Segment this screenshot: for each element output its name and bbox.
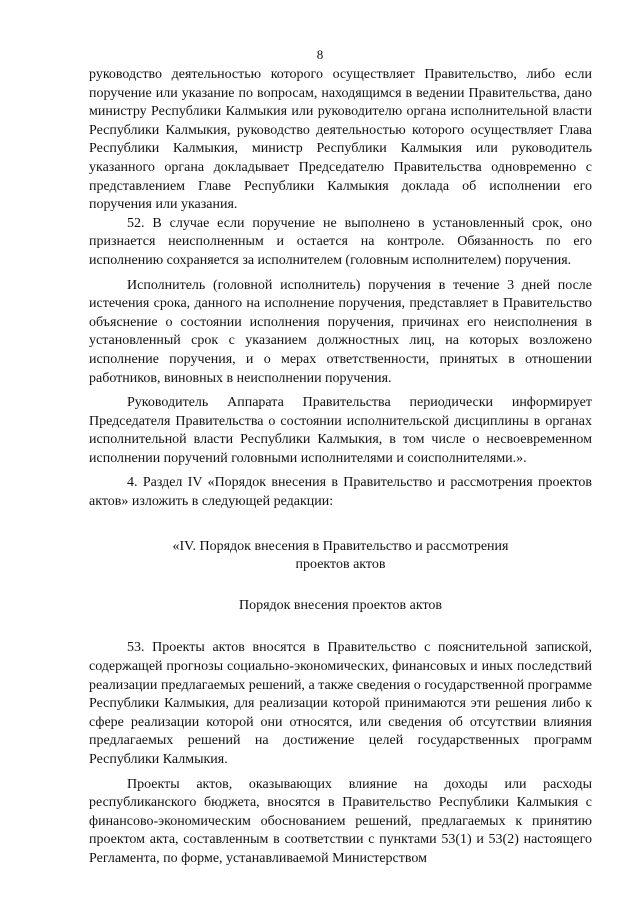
subheading: Порядок внесения проектов актов xyxy=(238,597,443,613)
section-heading-line1: «IV. Порядок внесения в Правительство и рассмотрения xyxy=(172,538,509,554)
paragraph-53: 53. Проекты актов вносятся в Правительство с пояснительной запиской, содержащей прогнозы социально-экономических, финансовых и иных последствий реализации предлагаемых решений, а также сведения о государственной программе Республики Калмыкия, для реализации которой принимаются эти решения либо к сфере реализации которой они относятся, или сведения об отсутствии влияния предлагаемых решений на достижение целей государственных программ Республики Калмыкия. xyxy=(89,640,592,767)
paragraph-amendment-4: 4. Раздел IV «Порядок внесения в Правительство и рассмотрения проектов актов» изложить в следующей редакции: xyxy=(89,475,592,510)
section-heading-line2: проектов актов xyxy=(295,557,386,573)
paragraph-52: 52. В случае если поручение не выполнено в установленный срок, оно признается неисполненным и остается на контроле. Обязанность по его исполнению сохраняется за исполнителем (головным исполнителем) поручения. xyxy=(89,215,592,268)
paragraph-apparatus-head: Руководитель Аппарата Правительства периодически информирует Председателя Правительства о состоянии исполнительской дисциплины в органах исполнительной власти Республики Калмыкия, в том числе о несвоевременном исполнении поручений головными исполнителями и соисполнителями.». xyxy=(89,395,592,466)
page-number: 8 xyxy=(316,47,324,62)
paragraph-budget-projects: Проекты актов, оказывающих влияние на доходы или расходы республиканского бюджета, вносятся в Правительство Республики Калмыкия с финансово-экономическим обоснованием решений, предлагаемых к принятию проектом акта, составленным в соответствии с пунктами 53(1) и 53(2) настоящего Регламента, по форме, устанавливаемой Министерством xyxy=(89,776,592,866)
paragraph-executor-explanation: Исполнитель (головной исполнитель) поручения в течение 3 дней после истечения срока, данного на исполнение поручения, представляет в Правительство объяснение о состоянии исполнения поручения, причинах его неисполнения в установленный срок с указанием должностных лиц, на которых возложено исполнение поручения, и о мерах ответственности, принятых в отношении работников, виновных в неисполнении поручения. xyxy=(89,277,592,386)
document-body xyxy=(89,66,592,869)
paragraph-continuation: руководство деятельностью которого осуществляет Правительство, либо если поручение или указание по вопросам, находящимся в ведении Правительства, дано министру Республики Калмыкия или руководителю органа исполнительной власти Республики Калмыкия, руководство деятельностью которого осуществляет Глава Республики Калмыкия, министр Республики Калмыкия или руководитель указанного органа докладывает Председателю Правительства одновременно с представлением Главе Республики Калмыкия доклада об исполнении его поручения или указания. xyxy=(89,67,592,213)
